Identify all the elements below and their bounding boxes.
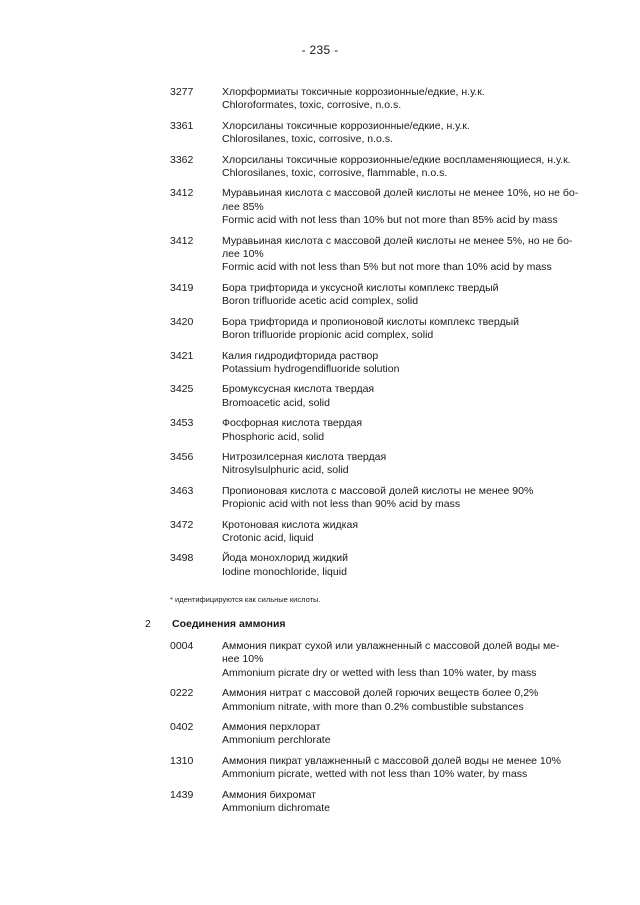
entry-description: [222, 187, 578, 227]
entry-description: [222, 86, 550, 113]
entry-number: 3277: [170, 86, 194, 98]
entry-line: Йода монохлорид жидкий: [222, 552, 349, 565]
entry-line: Formic acid with not less than 10% but not more than 85% acid by mass: [222, 214, 558, 227]
entry-line: Бора трифторида и пропионовой кислоты комплекс твердый: [222, 315, 520, 328]
entry-line: Хлорформиаты токсичные коррозионные/едкие, н.у.к.: [222, 86, 485, 98]
entry-row: [170, 234, 573, 275]
entry-line: Formic acid with not less than 5% but not more than 10% acid by mass: [222, 261, 552, 274]
entry-line: Хлорсиланы токсичные коррозионные/едкие воспламеняющиеся, н.у.к.: [222, 153, 571, 166]
entry-list-acids: [170, 86, 579, 586]
entry-number: 0004: [170, 640, 194, 652]
entry-line: Boron trifluoride propionic acid complex, solid: [222, 329, 434, 342]
entry-row: [170, 451, 550, 478]
entry-description: [222, 316, 550, 343]
entry-number: 3463: [170, 484, 194, 497]
entry-row: [170, 485, 550, 512]
entry-description: [222, 417, 550, 444]
entry-line: Хлорсиланы токсичные коррозионные/едкие, н.у.к.: [222, 119, 470, 132]
entry-line: Boron trifluoride acetic acid complex, solid: [222, 295, 419, 308]
entry-line: Аммония пикрат сухой или увлажненный с массовой долей воды ме-: [222, 640, 560, 652]
entry-row: [170, 120, 550, 147]
entry-line: Chlorosilanes, toxic, corrosive, flammable, n.o.s.: [222, 167, 448, 180]
entry-line: лее 85%: [222, 200, 264, 213]
entry-line: Bromoacetic acid, solid: [222, 396, 330, 409]
section-heading: [145, 618, 286, 630]
entry-number: 3361: [170, 119, 194, 132]
entry-row: [170, 417, 550, 444]
section-title: Соединения аммония: [172, 618, 286, 630]
entry-number: 3412: [170, 187, 194, 200]
entry-line: Бромуксусная кислота твердая: [222, 383, 375, 396]
entry-line: нее 10%: [222, 653, 264, 666]
entry-row: [170, 316, 550, 343]
entry-number: 3362: [170, 153, 194, 166]
entry-line: Пропионовая кислота с массовой долей кислоты не менее 90%: [222, 484, 534, 497]
entry-line: Муравьиная кислота с массовой долей кислоты не менее 10%, но не бо-: [222, 187, 579, 200]
entry-row: [170, 350, 550, 377]
entry-number: 3412: [170, 234, 194, 247]
entry-description: [222, 485, 550, 512]
section-number: 2: [145, 618, 151, 630]
entry-line: Chlorosilanes, toxic, corrosive, n.o.s.: [222, 133, 393, 146]
entry-number: 3456: [170, 450, 194, 463]
entry-line: Кротоновая кислота жидкая: [222, 518, 359, 531]
entry-description: [222, 789, 550, 816]
entry-row: [170, 640, 560, 680]
entry-row: [170, 721, 550, 748]
entry-line: Ammonium picrate dry or wetted with less than 10% water, by mass: [222, 666, 537, 679]
entry-line: Crotonic acid, liquid: [222, 531, 314, 544]
entry-description: [222, 350, 550, 377]
entry-line: Аммония перхлорат: [222, 721, 321, 734]
entry-description: [222, 120, 550, 147]
entry-line: Муравьиная кислота с массовой долей кислоты не менее 5%, но не бо-: [222, 234, 573, 247]
entry-line: Калия гидродифторида раствор: [222, 349, 379, 362]
entry-row: [170, 282, 550, 309]
entry-line: Iodine monochloride, liquid: [222, 565, 347, 578]
entry-description: [222, 154, 571, 181]
entry-line: Аммония пикрат увлажненный с массовой долей воды не менее 10%: [222, 754, 561, 767]
entry-number: 1439: [170, 788, 194, 801]
entry-description: [222, 552, 550, 579]
entry-number: 3421: [170, 349, 194, 362]
entry-row: [170, 383, 550, 410]
entry-number: 3425: [170, 383, 194, 396]
entry-number: 0402: [170, 721, 194, 734]
entry-line: Phosphoric acid, solid: [222, 430, 325, 443]
page-number: - 235 -: [301, 43, 339, 57]
entry-description: [222, 755, 561, 782]
entry-line: Ammonium nitrate, with more than 0.2% combustible substances: [222, 700, 524, 713]
entry-number: 1310: [170, 754, 194, 767]
entry-description: [222, 687, 550, 714]
entry-row: [170, 552, 550, 579]
entry-line: Бора трифторида и уксусной кислоты комплекс твердый: [222, 281, 499, 294]
entry-line: Potassium hydrogendifluoride solution: [222, 362, 400, 375]
entry-description: [222, 640, 560, 680]
entry-row: [170, 789, 550, 816]
entry-row: [170, 187, 579, 227]
entry-number: 0222: [170, 687, 194, 700]
entry-row: [170, 86, 550, 113]
entry-row: [170, 687, 550, 714]
entry-row: [170, 754, 561, 782]
entry-number: 3453: [170, 417, 194, 430]
entry-line: лее 10%: [222, 248, 264, 261]
entry-line: Ammonium dichromate: [222, 802, 330, 815]
entry-line: Propionic acid with not less than 90% acid by mass: [222, 498, 461, 511]
entry-line: Аммония нитрат с массовой долей горючих веществ более 0,2%: [222, 687, 539, 700]
footnote: * идентифицируются как сильные кислоты.: [170, 595, 321, 604]
entry-description: [222, 282, 550, 309]
entry-description: [222, 235, 572, 275]
entry-number: 3472: [170, 518, 194, 531]
entry-line: Ammonium picrate, wetted with not less than 10% water, by mass: [222, 768, 528, 781]
entry-number: 3419: [170, 281, 194, 294]
entry-line: Nitrosylsulphuric acid, solid: [222, 464, 349, 477]
entry-line: Chloroformates, toxic, corrosive, n.o.s.: [222, 99, 402, 112]
entry-line: Ammonium perchlorate: [222, 734, 331, 747]
entry-number: 3498: [170, 552, 194, 565]
entry-line: Аммония бихромат: [222, 788, 316, 801]
entry-description: [222, 519, 550, 546]
entry-description: [222, 721, 550, 748]
entry-description: [222, 451, 550, 478]
entry-row: [170, 519, 550, 546]
entry-row: [170, 153, 571, 181]
entry-line: Фосфорная кислота твердая: [222, 417, 363, 430]
entry-description: [222, 383, 550, 410]
entry-number: 3420: [170, 315, 194, 328]
entry-line: Нитрозилсерная кислота твердая: [222, 450, 387, 463]
entry-list-ammonium: [170, 640, 561, 822]
